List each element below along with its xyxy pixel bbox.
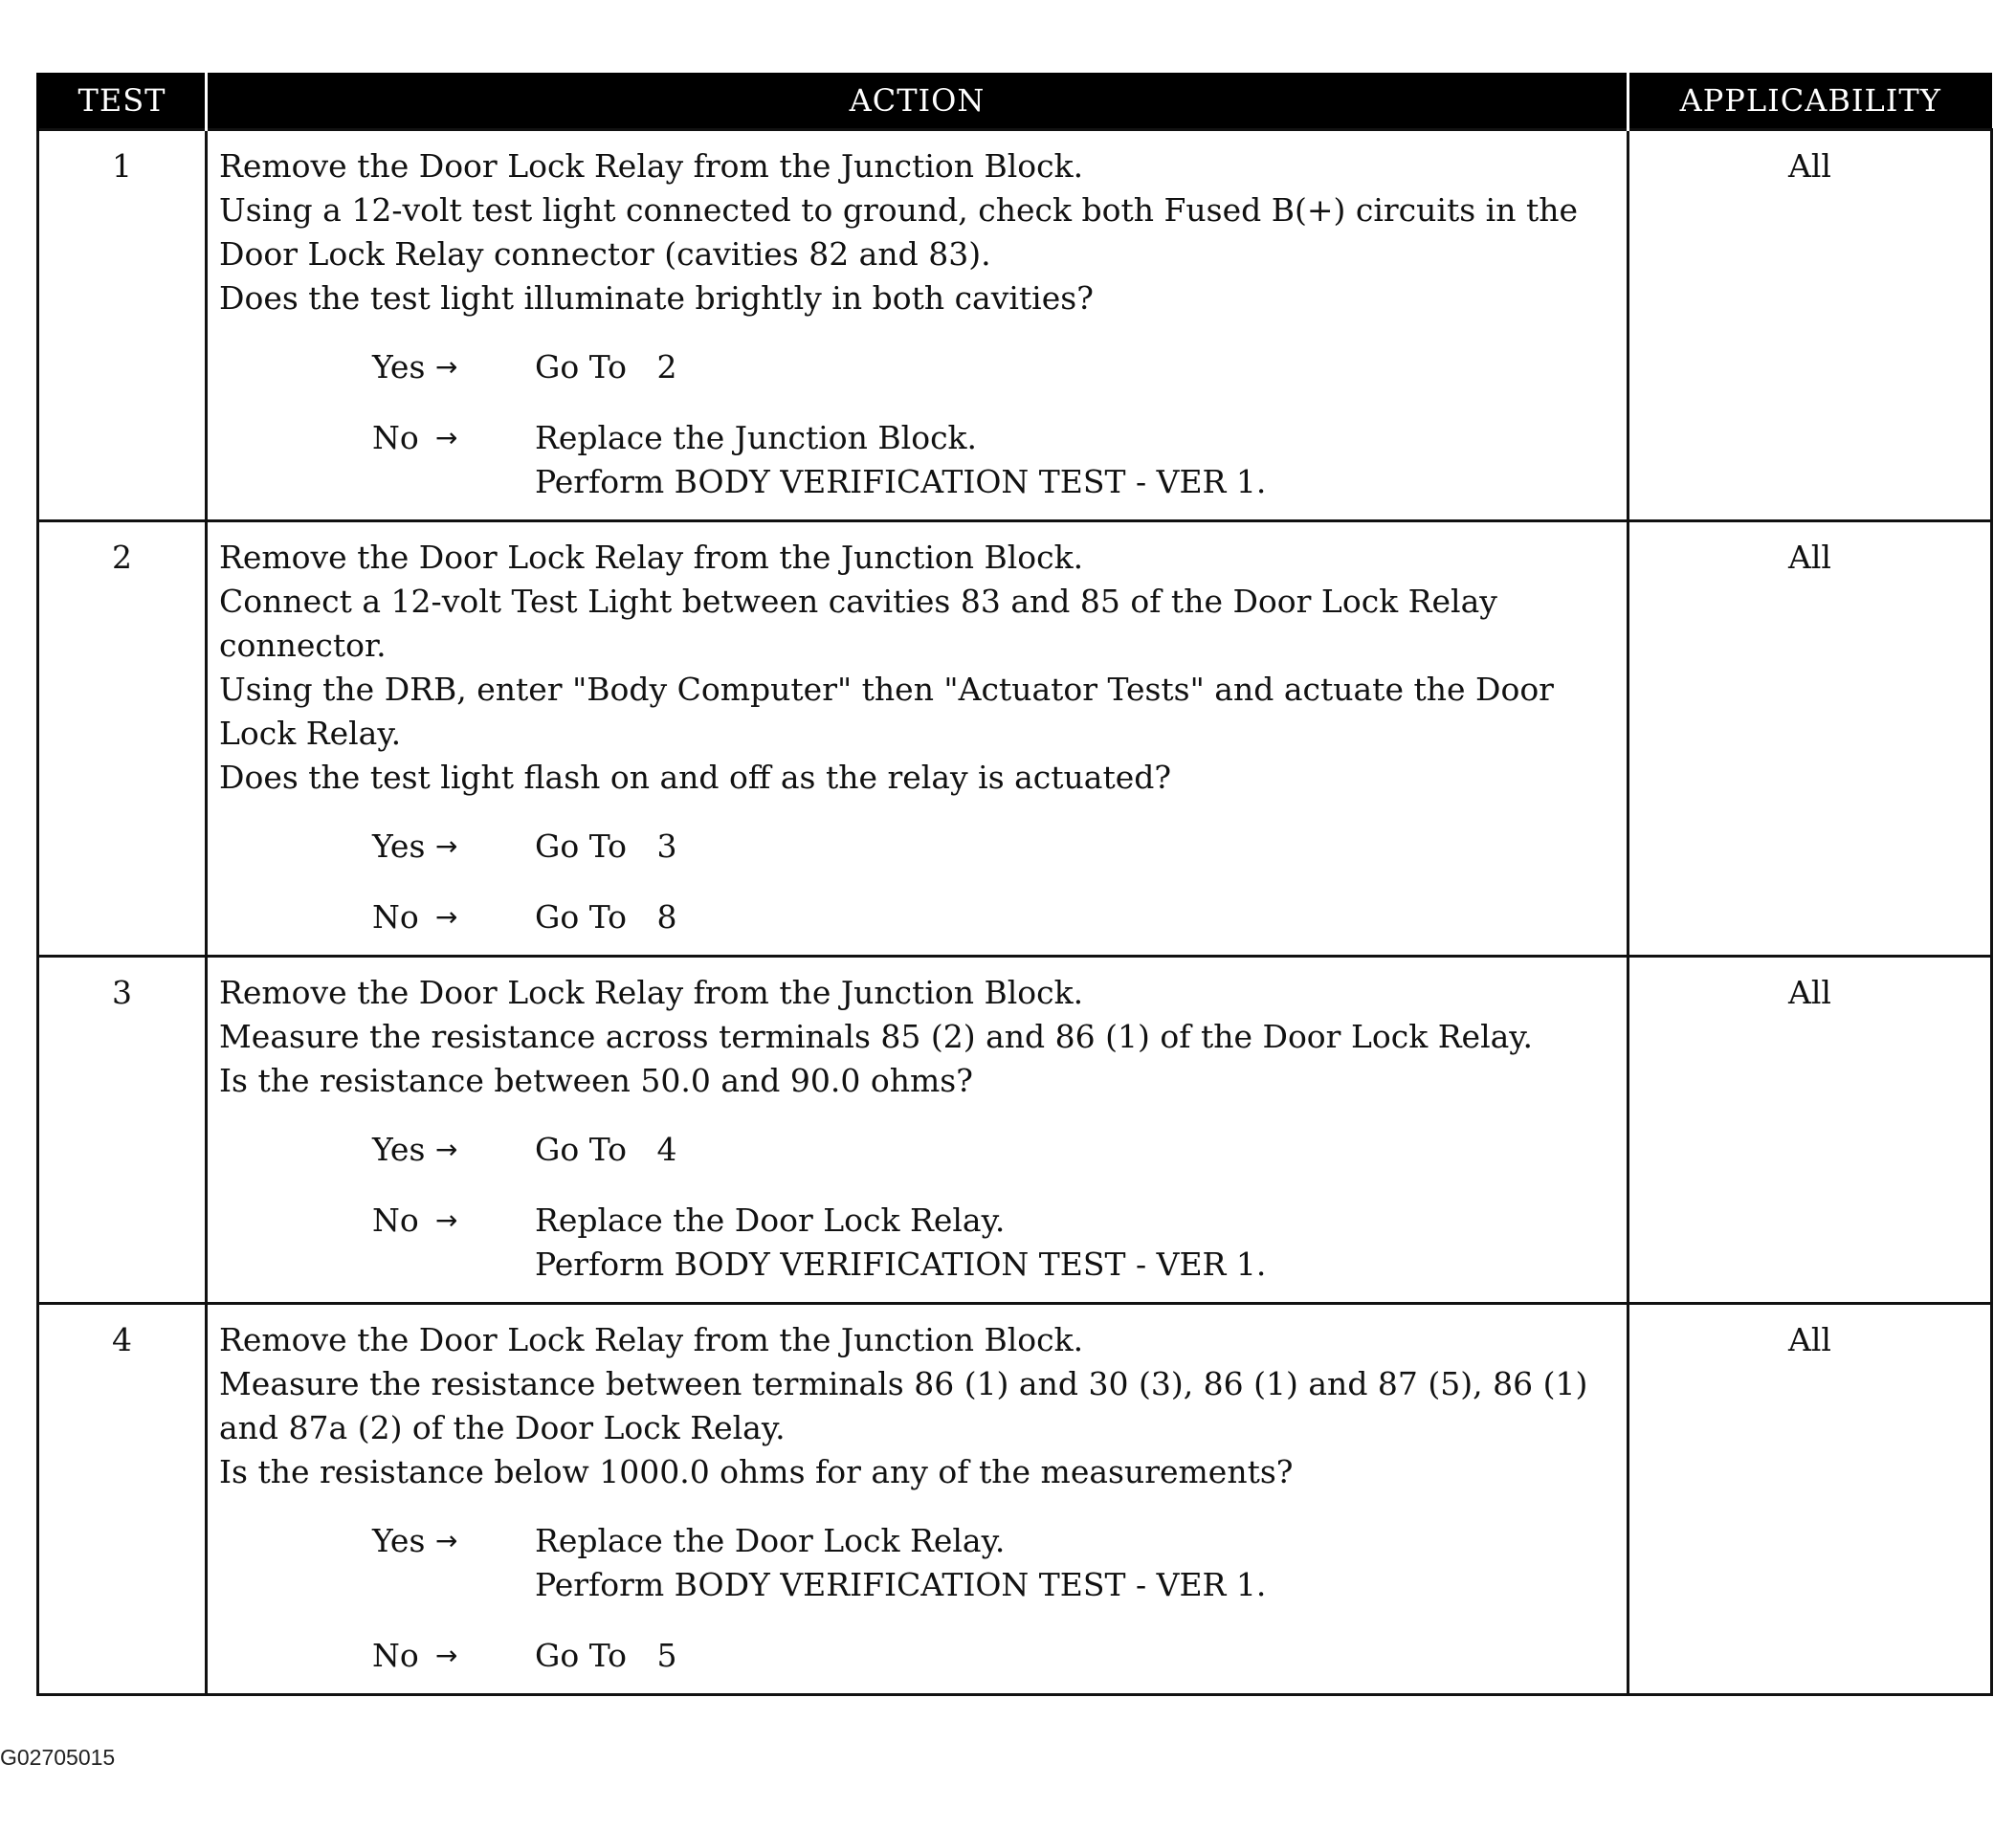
action-cell xyxy=(207,957,1628,1304)
action-text-line: Connect a 12-volt Test Light between cavities 83 and 85 of the Door Lock Relay xyxy=(219,583,1497,620)
no-result xyxy=(535,895,677,939)
action-cell xyxy=(207,130,1628,521)
right-arrow-icon: → xyxy=(435,1640,458,1671)
diagnostic-table-container xyxy=(36,73,1990,1696)
applicability-cell: All xyxy=(1628,957,1992,1304)
table-body xyxy=(38,130,1992,1695)
yes-label: Yes xyxy=(372,348,426,386)
yes-label: Yes xyxy=(372,1522,426,1559)
no-label: No xyxy=(372,1637,419,1674)
action-cell xyxy=(207,1304,1628,1695)
right-arrow-icon: → xyxy=(435,1204,458,1236)
yes-label: Yes xyxy=(372,1131,426,1168)
yes-label: Yes xyxy=(372,827,426,865)
yes-result-line: Replace the Door Lock Relay. xyxy=(535,1522,1006,1559)
yes-result xyxy=(535,825,677,869)
right-arrow-icon: → xyxy=(435,351,458,383)
no-label: No xyxy=(372,898,419,936)
action-text-line: connector. xyxy=(219,627,387,664)
yes-answer xyxy=(372,825,1615,869)
header-applicability: APPLICABILITY xyxy=(1628,73,1992,130)
no-result xyxy=(535,1634,677,1678)
right-arrow-icon: → xyxy=(435,1525,458,1556)
yes-result-line: Go To 4 xyxy=(535,1131,677,1168)
applicability-cell: All xyxy=(1628,130,1992,521)
applicability-cell: All xyxy=(1628,1304,1992,1695)
right-arrow-icon: → xyxy=(435,1134,458,1165)
header-action: ACTION xyxy=(207,73,1628,130)
action-text-line: and 87a (2) of the Door Lock Relay. xyxy=(219,1409,786,1446)
no-answer xyxy=(372,1199,1615,1287)
yes-result-line: Go To 2 xyxy=(535,348,677,386)
yes-result-line: Go To 3 xyxy=(535,827,677,865)
answer-block xyxy=(219,825,1615,939)
table-row xyxy=(38,521,1992,957)
header-test: TEST xyxy=(38,73,207,130)
table-row xyxy=(38,957,1992,1304)
action-text-line: Is the resistance below 1000.0 ohms for any of the measurements? xyxy=(219,1453,1294,1490)
yes-answer xyxy=(372,1128,1615,1172)
action-text-line: Remove the Door Lock Relay from the Junction Block. xyxy=(219,1321,1084,1358)
yes-result xyxy=(535,345,677,389)
no-answer xyxy=(372,416,1615,504)
action-text-line: Measure the resistance across terminals 85 (2) and 86 (1) of the Door Lock Relay. xyxy=(219,1018,1534,1055)
right-arrow-icon: → xyxy=(435,830,458,862)
action-text-line: Is the resistance between 50.0 and 90.0 ohms? xyxy=(219,1062,973,1099)
test-number-cell: 2 xyxy=(38,521,207,957)
test-number-cell: 4 xyxy=(38,1304,207,1695)
answer-block xyxy=(219,1128,1615,1287)
action-text-line: Does the test light flash on and off as the relay is actuated? xyxy=(219,759,1172,796)
answer-block xyxy=(219,345,1615,504)
action-text-line: Door Lock Relay connector (cavities 82 and 83). xyxy=(219,235,991,273)
no-result xyxy=(535,1199,1266,1287)
yes-answer xyxy=(372,345,1615,389)
no-result-line: Go To 8 xyxy=(535,898,677,936)
right-arrow-icon: → xyxy=(435,901,458,933)
no-label: No xyxy=(372,1202,419,1239)
action-text-line: Remove the Door Lock Relay from the Junction Block. xyxy=(219,539,1084,576)
action-text-line: Using the DRB, enter "Body Computer" then "Actuator Tests" and actuate the Door xyxy=(219,671,1554,708)
yes-answer xyxy=(372,1519,1615,1607)
action-cell xyxy=(207,521,1628,957)
action-text-line: Remove the Door Lock Relay from the Junction Block. xyxy=(219,147,1084,185)
figure-id: G02705015 xyxy=(0,1745,116,1770)
no-result-line: Replace the Door Lock Relay. xyxy=(535,1202,1006,1239)
test-number-cell: 3 xyxy=(38,957,207,1304)
no-result-line: Perform BODY VERIFICATION TEST - VER 1. xyxy=(535,1246,1267,1283)
no-result xyxy=(535,416,1266,504)
table-row xyxy=(38,130,1992,521)
no-answer xyxy=(372,1634,1615,1678)
no-answer xyxy=(372,895,1615,939)
no-result-line: Perform BODY VERIFICATION TEST - VER 1. xyxy=(535,463,1267,500)
action-text-line: Does the test light illuminate brightly in both cavities? xyxy=(219,279,1094,317)
diagnostic-test-table xyxy=(36,73,1993,1696)
action-text-line: Using a 12-volt test light connected to ground, check both Fused B(+) circuits in the xyxy=(219,191,1578,229)
action-text-line: Remove the Door Lock Relay from the Junction Block. xyxy=(219,974,1084,1011)
no-result-line: Go To 5 xyxy=(535,1637,677,1674)
yes-result xyxy=(535,1519,1266,1607)
yes-result xyxy=(535,1128,677,1172)
no-result-line: Replace the Junction Block. xyxy=(535,419,978,456)
table-row xyxy=(38,1304,1992,1695)
applicability-cell: All xyxy=(1628,521,1992,957)
yes-result-line: Perform BODY VERIFICATION TEST - VER 1. xyxy=(535,1566,1267,1603)
action-text-line: Measure the resistance between terminals 86 (1) and 30 (3), 86 (1) and 87 (5), 86 (1) xyxy=(219,1365,1588,1402)
no-label: No xyxy=(372,419,419,456)
right-arrow-icon: → xyxy=(435,422,458,453)
answer-block xyxy=(219,1519,1615,1678)
action-text-line: Lock Relay. xyxy=(219,715,402,752)
table-header-row xyxy=(38,73,1992,130)
test-number-cell: 1 xyxy=(38,130,207,521)
